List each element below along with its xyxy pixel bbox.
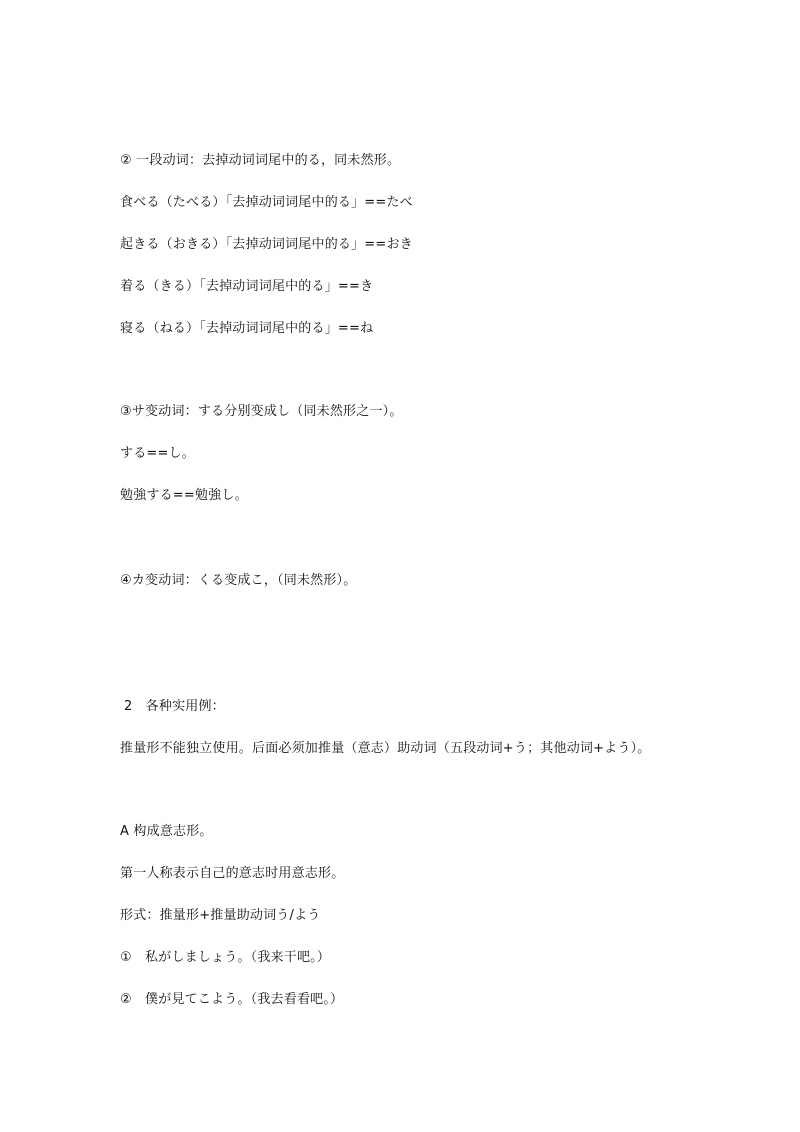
first-person-note: 第一人称表示自己的意志时用意志形。 bbox=[120, 866, 345, 881]
example-sentence-1: ① 私がしましょう。（我来干吧。） bbox=[120, 950, 331, 965]
ka-verb-rule: ④カ变动词：くる变成こ，（同未然形）。 bbox=[120, 573, 357, 588]
form-formula: 形式：推量形+推量助动词う/よう bbox=[120, 908, 321, 923]
example-taberu: 食べる（たべる）「去掉动词词尾中的る」==たべ bbox=[120, 195, 413, 210]
example-kiru: 着る（きる）「去掉动词词尾中的る」==き bbox=[120, 279, 374, 294]
example-neru: 寝る（ねる）「去掉动词词尾中的る」==ね bbox=[120, 321, 374, 336]
example-sentence-2: ② 僕が見てこよう。（我去看看吧。） bbox=[120, 992, 344, 1007]
example-suru: する==し。 bbox=[120, 446, 195, 461]
subsection-a-heading: A 构成意志形。 bbox=[120, 824, 213, 839]
example-benkyousuru: 勉強する==勉強し。 bbox=[120, 488, 248, 503]
usage-note: 推量形不能独立使用。后面必须加推量（意志）助动词（五段动词+う；其他动词+よう）。 bbox=[120, 741, 651, 756]
ichidan-verb-rule: ② 一段动词：去掉动词词尾中的る，同未然形。 bbox=[120, 153, 401, 168]
sa-verb-rule: ③サ变动词：する分别变成し（同未然形之一）。 bbox=[120, 404, 403, 419]
section-heading-usage: 2 各种实用例： bbox=[124, 699, 225, 714]
example-okiru: 起きる（おきる）「去掉动词词尾中的る」==おき bbox=[120, 237, 413, 252]
